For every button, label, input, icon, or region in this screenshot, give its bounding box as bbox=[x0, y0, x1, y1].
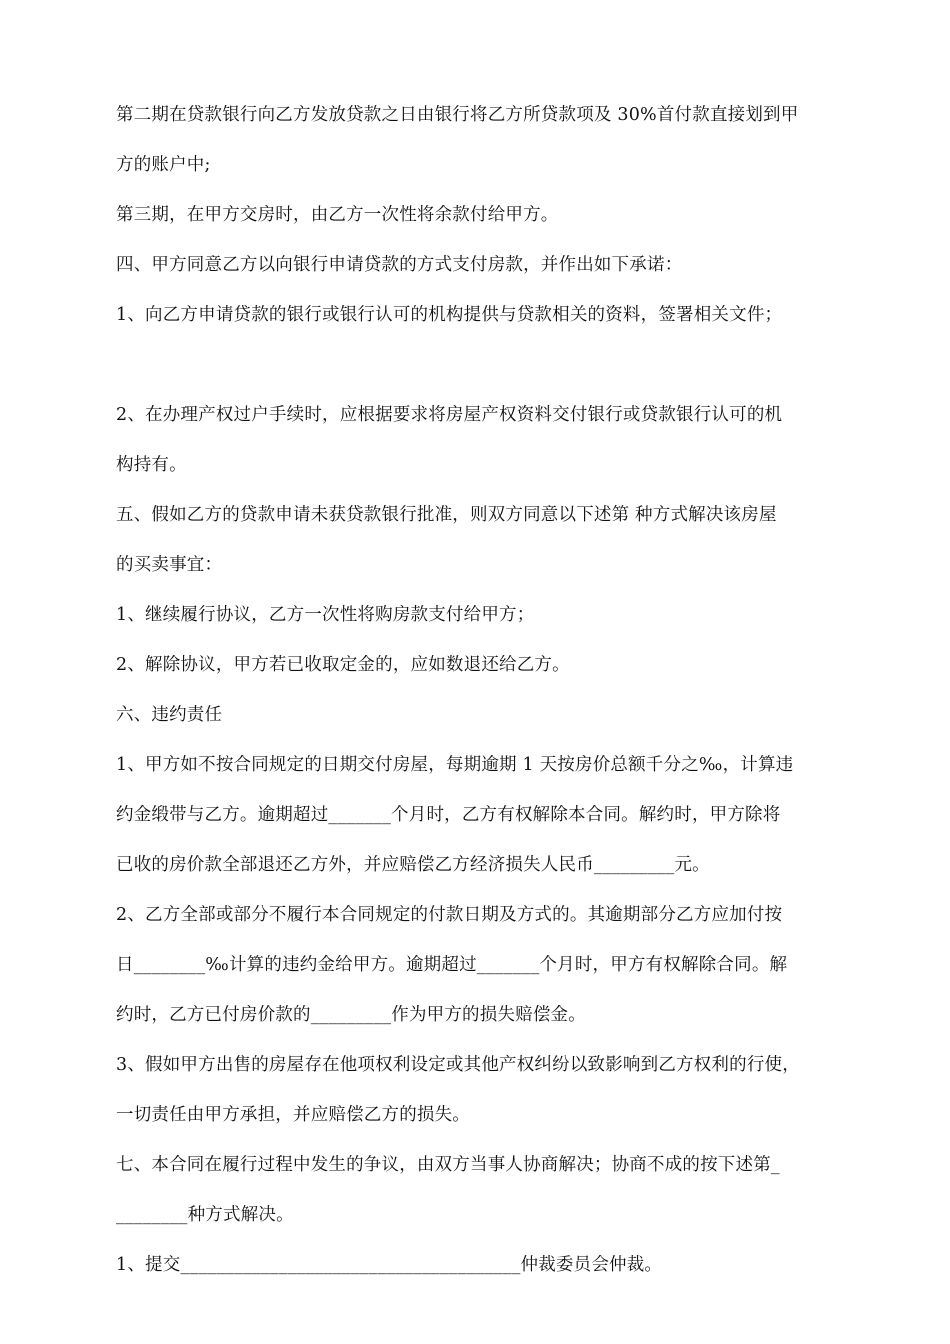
section-heading: 六、违约责任 bbox=[116, 705, 223, 725]
text-line: 2、乙方全部或部分不履行本合同规定的付款日期及方式的。其逾期部分乙方应加付按 bbox=[116, 905, 783, 925]
text-line: 约时，乙方已付房价款的_________作为甲方的损失赔偿金。 bbox=[116, 1005, 586, 1025]
text-line: 3、假如甲方出售的房屋存在他项权利设定或其他产权纠纷以致影响到乙方权利的行使， bbox=[116, 1055, 800, 1075]
text-line: 的买卖事宜： bbox=[116, 555, 223, 575]
text-line: 1、提交______________________________________仲裁委员会仲裁。 bbox=[116, 1255, 663, 1275]
text-line: 2、解除协议，甲方若已收取定金的，应如数退还给乙方。 bbox=[116, 655, 570, 675]
text-line: 第二期在贷款银行向乙方发放贷款之日由银行将乙方所贷款项及 30%首付款直接划到甲 bbox=[116, 105, 799, 125]
text-line: 2、在办理产权过户手续时，应根据要求将房屋产权资料交付银行或贷款银行认可的机 bbox=[116, 405, 783, 425]
text-line: 一切责任由甲方承担，并应赔偿乙方的损失。 bbox=[116, 1105, 470, 1125]
text-line: ________种方式解决。 bbox=[116, 1205, 294, 1225]
text-line: 1、继续履行协议，乙方一次性将购房款支付给甲方； bbox=[116, 605, 535, 625]
text-line: 约金缎带与乙方。逾期超过_______个月时，乙方有权解除本合同。解约时，甲方除将 bbox=[116, 805, 781, 825]
text-line: 五、假如乙方的贷款申请未获贷款银行批准，则双方同意以下述第 种方式解决该房屋 bbox=[116, 505, 777, 525]
text-line: 构持有。 bbox=[116, 455, 187, 475]
text-line: 第三期，在甲方交房时，由乙方一次性将余款付给甲方。 bbox=[116, 205, 559, 225]
text-line: 七、本合同在履行过程中发生的争议，由双方当事人协商解决；协商不成的按下述第_ bbox=[116, 1155, 780, 1175]
text-line: 方的账户中; bbox=[116, 155, 211, 175]
text-line: 四、甲方同意乙方以向银行申请贷款的方式支付房款，并作出如下承诺： bbox=[116, 255, 683, 275]
text-line: 日________‰计算的违约金给甲方。逾期超过_______个月时，甲方有权解除合同。解 bbox=[116, 955, 788, 975]
text-line: 1、向乙方申请贷款的银行或银行认可的机构提供与贷款相关的资料，签署相关文件； bbox=[116, 305, 783, 325]
text-line: 已收的房价款全部退还乙方外，并应赔偿乙方经济损失人民币_________元。 bbox=[116, 855, 710, 875]
text-line: 1、甲方如不按合同规定的日期交付房屋，每期逾期 1 天按房价总额千分之‰，计算违 bbox=[116, 755, 794, 775]
